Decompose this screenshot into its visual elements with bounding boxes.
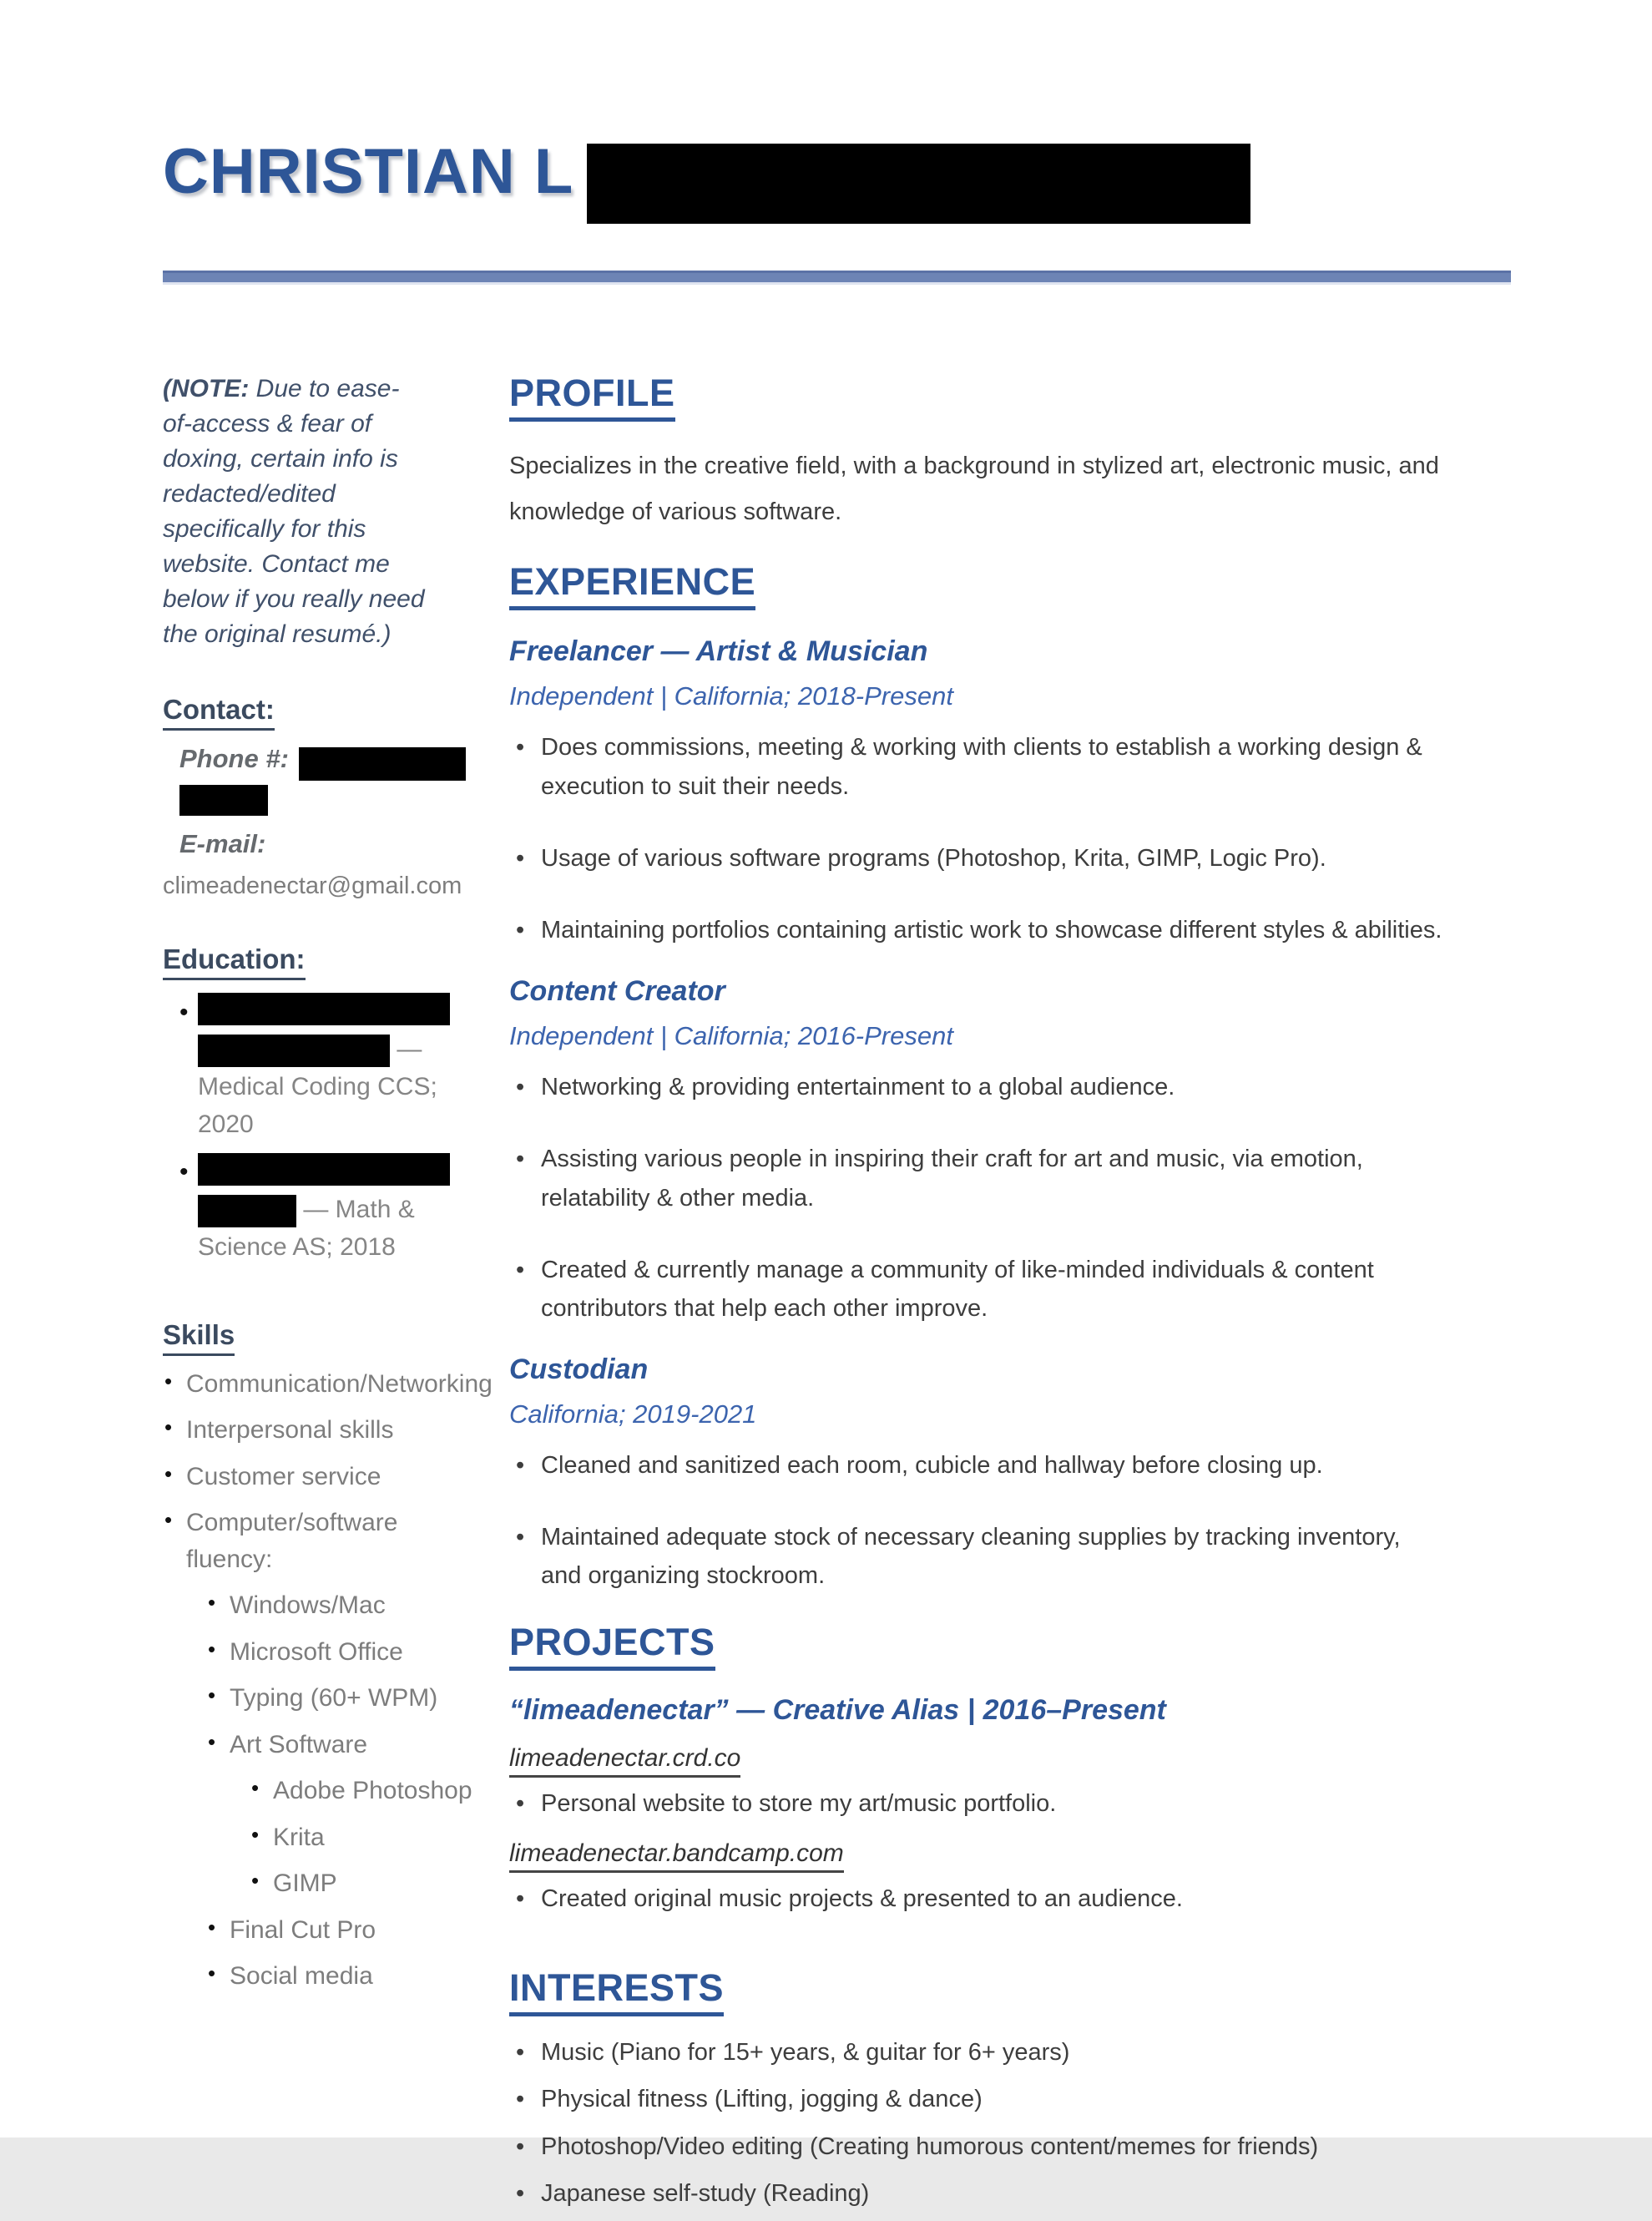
job [509,1353,1444,1596]
note-text: Due to ease-of-access & fear of doxing, certain info is redacted/edited specifically for this website. Contact me below if you really need the original resumé.) [163,375,425,648]
job-bullets [509,1446,1444,1596]
header [0,0,1652,224]
project-link[interactable]: limeadenectar.crd.co [509,1742,740,1778]
skill-label: Social media [230,1962,373,1991]
skill-item [206,1634,473,1671]
job-bullets [509,728,1444,950]
bullet-dot: • [516,1789,525,1817]
project-title: “limeadenectar” — Creative Alias | 2016–Present [509,1693,1166,1726]
job [509,975,1444,1328]
note-label: (NOTE: [163,375,250,402]
bullet-item [509,1140,1444,1217]
bullet-item [509,1518,1444,1596]
phone-row [163,744,473,816]
skills-list [163,1366,493,1995]
redaction-bar [198,1195,296,1227]
job-meta: Independent | California; 2018-Present [509,681,953,711]
bullet-text: Cleaned and sanitized each room, cubicle and hallway before closing up. [541,1451,1323,1479]
skill-item [206,1727,473,1902]
education-heading: Education: [163,944,306,980]
skills-heading: Skills [163,1319,235,1356]
bullet-dot: • [516,1885,525,1913]
redaction-bar [198,1153,450,1186]
bullet-dot: • [516,1073,525,1100]
bullet-text: Personal website to store my art/music portfolio. [541,1789,1057,1817]
bullet-item [509,2174,1444,2213]
skill-label: Windows/Mac [230,1591,386,1620]
skill-label: Art Software [230,1730,368,1758]
redaction-bar [198,993,450,1025]
education-list [163,992,473,1266]
skill-item [163,1366,493,1403]
project-bullets [509,1881,1444,1918]
bullet-text: Maintained adequate stock of necessary cleaning supplies by tracking inventory, and organizing stockroom. [541,1524,1401,1590]
content-columns [0,372,1652,2221]
bullet-text: Created original music projects & presented to an audience. [541,1885,1183,1913]
skill-label: Krita [273,1823,325,1851]
job-meta: Independent | California; 2016-Present [509,1020,953,1050]
job-title: Custodian [509,1353,649,1385]
bullet-dot: • [516,1451,525,1479]
education-detail: — Math & Science AS; 2018 [198,1195,415,1261]
job-bullets [509,1068,1444,1328]
job-meta: California; 2019-2021 [509,1399,757,1429]
bullet-dot: • [516,2132,525,2160]
skill-item [250,1819,473,1856]
bullet-dot: • [516,2038,525,2066]
job-title: Content Creator [509,974,725,1007]
bullet-dot: • [516,1524,525,1551]
contact-heading: Contact: [163,694,275,731]
skill-item [206,1587,473,1624]
project-entry [509,1822,1444,1918]
skill-label: Computer/software fluency: [186,1509,398,1573]
interests-section [509,1966,1444,2213]
education-section [163,944,473,1266]
contact-section [163,694,473,900]
education-item [163,1151,473,1266]
bullet-item [509,2033,1444,2072]
interests-heading: INTERESTS [509,1966,724,2016]
education-item [163,992,473,1144]
bullet-item [509,839,1444,878]
bullet-dot: • [516,2086,525,2113]
project-entry [509,1727,1444,1823]
skill-label: Interpersonal skills [186,1416,394,1444]
redaction-bar [299,747,466,781]
skill-label: GIMP [273,1869,337,1898]
bullet-text: Maintaining portfolios containing artistic work to showcase different styles & abilities. [541,917,1442,944]
skill-label: Typing (60+ WPM) [230,1684,438,1713]
sidebar [163,372,493,2005]
bullet-dot: • [516,844,525,872]
bullet-dot: • [516,734,525,761]
bullet-item [509,911,1444,949]
education-detail: — Medical Coding CCS; 2020 [198,1035,437,1139]
bullet-item [509,2080,1444,2118]
bullet-text: Networking & providing entertainment to a global audience. [541,1073,1175,1100]
bullet-text: Photoshop/Video editing (Creating humorous content/memes for friends) [541,2132,1319,2160]
bullet-item [509,2127,1444,2166]
skill-item [163,1459,473,1495]
bullet-dot: • [516,2180,525,2208]
skill-item [250,1865,473,1902]
experience-heading: EXPERIENCE [509,560,755,610]
skill-item [163,1412,473,1449]
bullet-item [509,1446,1444,1485]
redaction-bar [179,785,268,816]
skill-label: Adobe Photoshop [273,1777,472,1805]
bullet-item [509,1881,1444,1918]
profile-section [509,372,1444,535]
skill-item [163,1505,473,1995]
projects-heading: PROJECTS [509,1621,715,1671]
skill-item [250,1773,473,1809]
skill-label: Customer service [186,1462,381,1490]
job [509,635,1444,950]
bullet-text: Created & currently manage a community of like-minded individuals & content contributors that help each other improve. [541,1256,1374,1323]
skills-section [163,1318,493,1995]
bullet-dot: • [516,1146,525,1173]
note-paragraph [163,372,426,652]
bullet-item [509,1068,1444,1106]
profile-text: Specializes in the creative field, with a background in stylized art, electronic music, and knowledge of various software. [509,453,1439,526]
skill-label: Communication/Networking [186,1369,493,1398]
email-value: climeadenectar@gmail.com [163,872,462,899]
profile-heading: PROFILE [509,372,675,422]
experience-section [509,560,1444,1596]
bullet-text: Assisting various people in inspiring their craft for art and music, via emotion, relatability & other media. [541,1146,1363,1212]
job-title: Freelancer — Artist & Musician [509,635,928,668]
bullet-item [509,1251,1444,1328]
skill-item [206,1912,473,1949]
skills-subsublist [250,1773,473,1902]
bullet-item [509,728,1444,806]
bullet-dot: • [516,917,525,944]
redaction-bar [587,144,1250,224]
interests-bullets [509,2033,1444,2213]
bullet-dot: • [516,1256,525,1283]
bullet-text: Music (Piano for 15+ years, & guitar for 6+ years) [541,2038,1070,2066]
main-column [509,372,1444,2221]
email-label: E-mail: [179,828,266,858]
skill-label: Final Cut Pro [230,1915,376,1944]
name-title: CHRISTIAN L [163,136,574,207]
skills-sublist [206,1587,473,1995]
phone-label: Phone #: [179,744,289,773]
email-row [163,829,473,859]
skill-item [206,1958,473,1995]
project-bullets [509,1786,1444,1823]
bullet-text: Physical fitness (Lifting, jogging & dance) [541,2086,983,2113]
skill-label: Microsoft Office [230,1637,403,1666]
bullet-text: Usage of various software programs (Photoshop, Krita, GIMP, Logic Pro). [541,844,1326,872]
project-link[interactable]: limeadenectar.bandcamp.com [509,1837,844,1873]
header-divider [163,271,1511,285]
bullet-text: Does commissions, meeting & working with clients to establish a working design & execution to suit their needs. [541,734,1422,800]
bullet-text: Japanese self-study (Reading) [541,2180,870,2208]
projects-section [509,1621,1444,1918]
skill-item [206,1680,473,1717]
bullet-item [509,1786,1444,1823]
redaction-bar [198,1035,390,1067]
